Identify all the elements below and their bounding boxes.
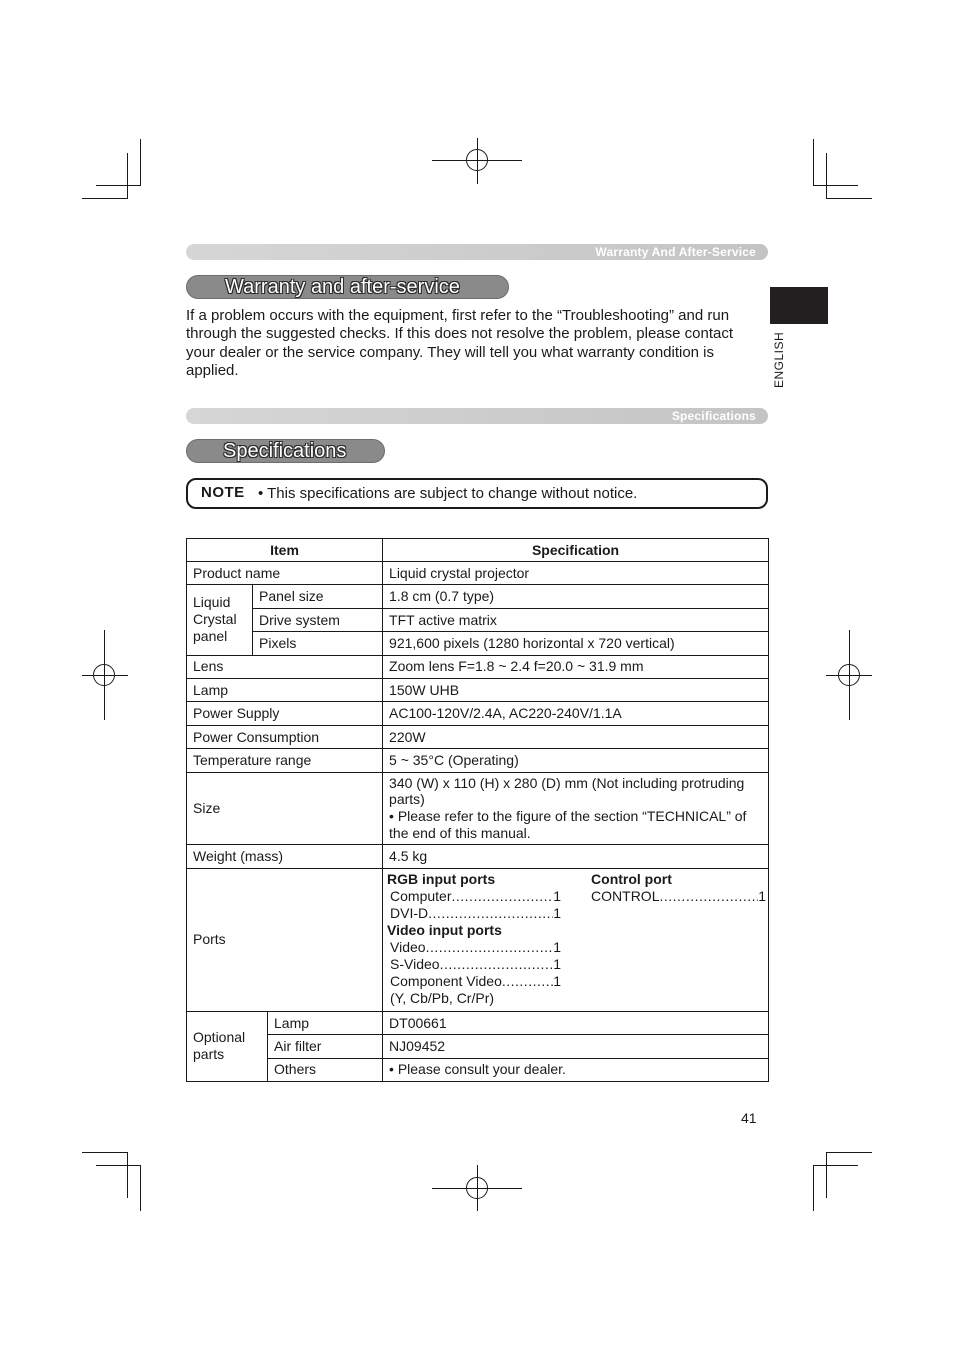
sub-item-cell: Panel size — [253, 585, 383, 608]
note-label: NOTE — [201, 484, 245, 501]
spec-cell: 150W UHB — [383, 678, 769, 701]
item-cell: Temperature range — [187, 749, 383, 772]
specifications-table — [186, 538, 769, 1082]
spec-cell: 5 ~ 35°C (Operating) — [383, 749, 769, 772]
spec-cell: NJ09452 — [383, 1035, 769, 1058]
ports-right-column — [591, 871, 766, 1007]
item-cell-liquid-crystal-panel: Liquid Crystal panel — [187, 585, 253, 655]
page-number: 41 — [741, 1110, 757, 1126]
item-cell: Power Supply — [187, 702, 383, 725]
table-row — [187, 749, 769, 772]
table-row — [187, 1011, 769, 1034]
spec-cell: Zoom lens F=1.8 ~ 2.4 f=20.0 ~ 31.9 mm — [383, 655, 769, 678]
sub-item-cell: Lamp — [268, 1011, 383, 1034]
spec-cell: DT00661 — [383, 1011, 769, 1034]
sub-item-cell: Air filter — [268, 1035, 383, 1058]
item-cell: Power Consumption — [187, 725, 383, 748]
item-cell: Size — [187, 772, 383, 845]
item-cell: Lamp — [187, 678, 383, 701]
table-row — [187, 772, 769, 845]
spec-cell-size — [383, 772, 769, 845]
table-row — [187, 725, 769, 748]
table-row — [187, 608, 769, 631]
language-label: ENGLISH — [772, 331, 786, 388]
port-row: CONTROL ..... 1 — [591, 888, 766, 905]
table-row — [187, 562, 769, 585]
table-row — [187, 678, 769, 701]
table-row — [187, 868, 769, 1011]
table-header-row — [187, 539, 769, 562]
table-row — [187, 845, 769, 868]
table-row — [187, 1058, 769, 1081]
note-box — [186, 478, 768, 509]
item-cell: Product name — [187, 562, 383, 585]
rgb-ports-heading: RGB input ports — [387, 870, 496, 887]
port-row: Component Video ..... 1 — [387, 973, 561, 990]
running-header-specifications — [186, 408, 768, 424]
specifications-heading — [186, 439, 385, 463]
running-header-specifications-text: Specifications — [671, 409, 756, 423]
specifications-title: Specifications — [223, 440, 347, 462]
item-cell-optional-parts: Optional parts — [187, 1011, 268, 1081]
running-header-warranty — [186, 244, 768, 260]
table-row — [187, 702, 769, 725]
port-row: S-Video ..... 1 — [387, 956, 561, 973]
spec-cell: 1.8 cm (0.7 type) — [383, 585, 769, 608]
spec-cell: AC100-120V/2.4A, AC220-240V/1.1A — [383, 702, 769, 725]
spec-cell: 220W — [383, 725, 769, 748]
component-video-note: (Y, Cb/Pb, Cr/Pr) — [390, 989, 495, 1006]
warranty-body: If a problem occurs with the equipment, first refer to the “Troubleshooting” and run through the suggested checks. If this does not resolve the problem, please contact your dealer or the service company. They will tell you what warranty condition is applied. — [186, 307, 733, 379]
table-row — [187, 1035, 769, 1058]
size-note: • Please refer to the figure of the section “TECHNICAL” of the end of this manual. — [389, 807, 747, 841]
header-specification: Specification — [383, 539, 769, 562]
ports-left-column — [387, 871, 561, 1007]
item-cell: Lens — [187, 655, 383, 678]
spec-cell: Liquid crystal projector — [383, 562, 769, 585]
warranty-heading — [186, 275, 509, 299]
language-tab — [770, 287, 828, 324]
table-row — [187, 585, 769, 608]
spec-cell: 4.5 kg — [383, 845, 769, 868]
sub-item-cell: Drive system — [253, 608, 383, 631]
item-cell: Ports — [187, 868, 383, 1011]
sub-item-cell: Others — [268, 1058, 383, 1081]
item-cell: Weight (mass) — [187, 845, 383, 868]
sub-item-cell: Pixels — [253, 632, 383, 655]
control-port-heading: Control port — [591, 870, 672, 887]
spec-cell: TFT active matrix — [383, 608, 769, 631]
spec-cell-ports — [383, 868, 769, 1011]
spec-cell: 921,600 pixels (1280 horizontal x 720 vertical) — [383, 632, 769, 655]
port-row: DVI-D ..... 1 — [387, 905, 561, 922]
header-item: Item — [187, 539, 383, 562]
table-row — [187, 655, 769, 678]
size-dimensions: 340 (W) x 110 (H) x 280 (D) mm (Not including protruding parts) — [389, 774, 745, 808]
video-ports-heading: Video input ports — [387, 921, 502, 938]
table-row — [187, 632, 769, 655]
port-row: Video ..... 1 — [387, 939, 561, 956]
warranty-title: Warranty and after-service — [225, 276, 460, 298]
running-header-warranty-text: Warranty And After-Service — [595, 245, 756, 259]
note-text: • This specifications are subject to change without notice. — [258, 485, 638, 502]
spec-cell: • Please consult your dealer. — [383, 1058, 769, 1081]
port-row: Computer ..... 1 — [387, 888, 561, 905]
